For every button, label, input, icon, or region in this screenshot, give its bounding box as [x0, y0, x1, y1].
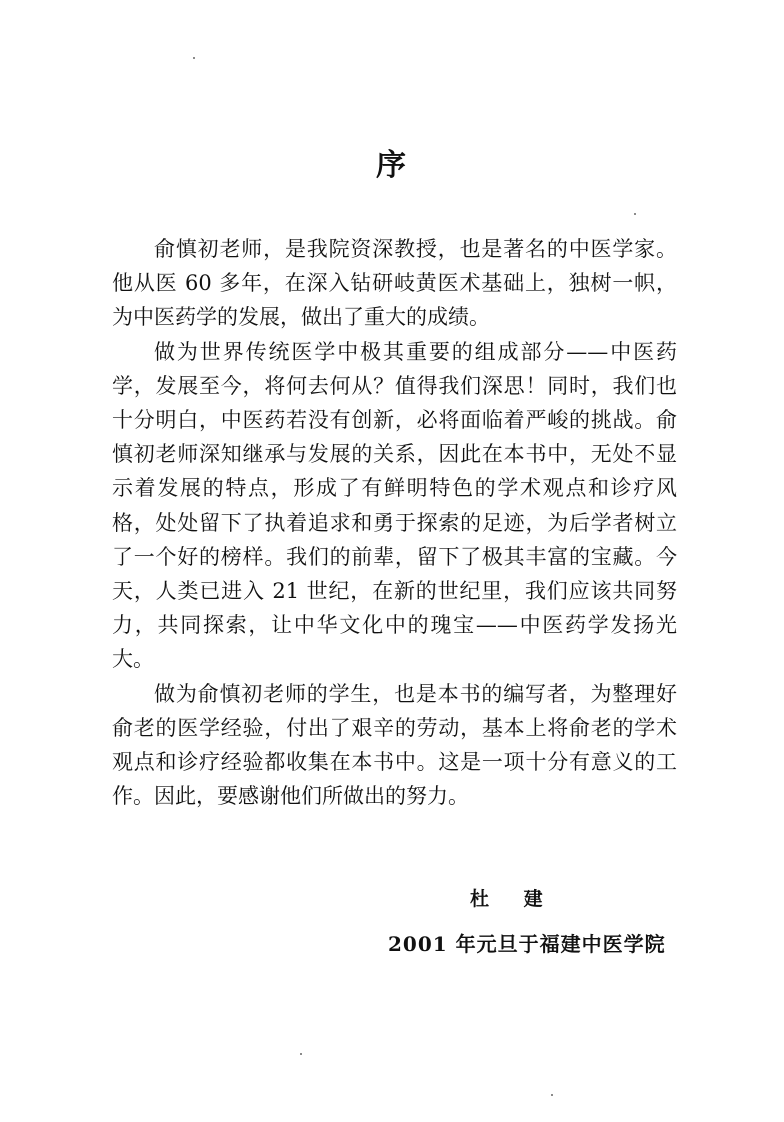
author-signature: 杜 建 [470, 888, 557, 910]
date-place-line: 2001 年元旦于福建中医学院 [388, 932, 666, 956]
paragraph-1: 俞慎初老师，是我院资深教授，也是著名的中医学家。他从医 60 多年，在深入钻研岐黄医术基础上，独树一帜，为中医药学的发展，做出了重大的成绩。 [112, 237, 677, 330]
preface-body [112, 232, 677, 813]
page-title: 序 [376, 148, 408, 183]
paragraph-2: 做为世界传统医学中极其重要的组成部分——中医药学，发展至今，将何去何从？值得我们深思！同时，我们也十分明白，中医药若没有创新，必将面临着严峻的挑战。俞慎初老师深知继承与发展的关系，因此在本书中，无处不显示着发展的特点，形成了有鲜明特色的学术观点和诊疗风格，处处留下了执着追求和勇于探索的足迹，为后学者树立了一个好的榜样。我们的前辈，留下了极其丰富的宝藏。今天，人类已进入 21 世纪，在新的世纪里，我们应该共同努力，共同探索，让中华文化中的瑰宝——中医药学发扬光大。 [112, 339, 677, 672]
paragraph-3: 做为俞慎初老师的学生，也是本书的编写者，为整理好俞老的医学经验，付出了艰辛的劳动，基本上将俞老的学术观点和诊疗经验都收集在本书中。这是一项十分有意义的工作。因此，要感谢他们所做出的努力。 [112, 681, 677, 809]
scan-speck [551, 1094, 553, 1096]
scan-speck [300, 1053, 302, 1055]
scan-speck [193, 57, 195, 59]
scan-speck [634, 213, 636, 215]
